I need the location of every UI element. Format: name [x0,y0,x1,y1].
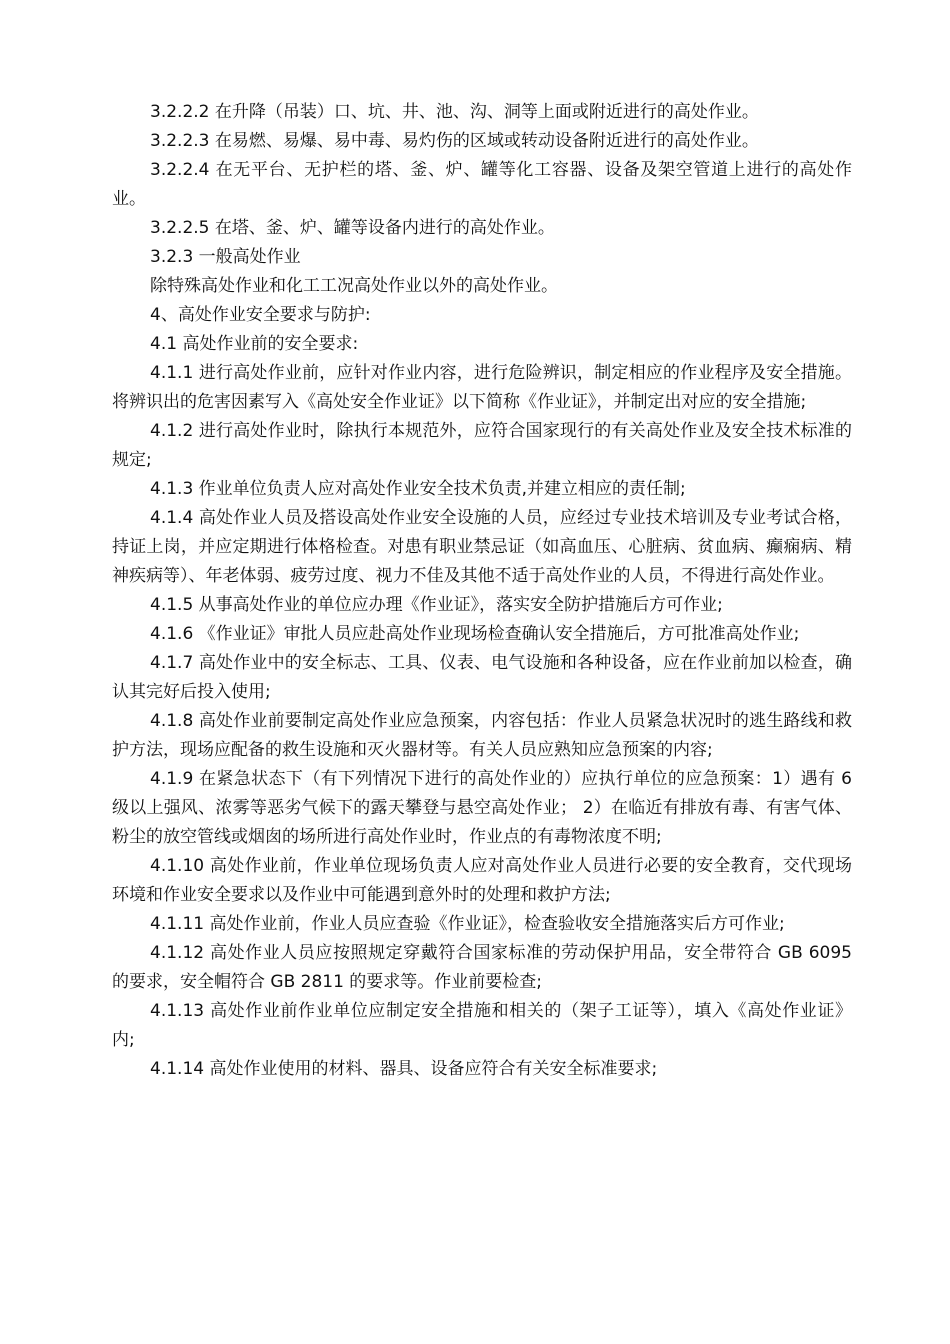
paragraph-4-1-5: 4.1.5 从事高处作业的单位应办理《作业证》，落实安全防护措施后方可作业; [150,595,723,615]
paragraph-4-1-10: 4.1.10 高处作业前，作业单位现场负责人应对高处作业人员进行必要的安全教育，交代现场环境和作业安全要求以及作业中可能遇到意外时的处理和救护方法; [112,856,852,905]
paragraph-4-1-3: 4.1.3 作业单位负责人应对高处作业安全技术负责,并建立相应的责任制; [150,479,686,499]
paragraph-4-1-13: 4.1.13 高处作业前作业单位应制定安全措施和相关的（架子工证等），填入《高处作业证》内; [112,1001,852,1050]
paragraph-4-1-12: 4.1.12 高处作业人员应按照规定穿戴符合国家标准的劳动保护用品，安全带符合 GB 6095 的要求，安全帽符合 GB 2811 的要求等。作业前要检查; [112,943,852,992]
heading-3-2-3: 3.2.3 一般高处作业 [150,247,301,267]
paragraph-4-1-9: 4.1.9 在紧急状态下（有下列情况下进行的高处作业的）应执行单位的应急预案：1）遇有 6 级以上强风、浓雾等恶劣气候下的露天攀登与悬空高处作业； 2）在临近有排放有毒、有害气体、粉尘的放空管线或烟囱的场所进行高处作业时，作业点的有毒物浓度不明; [112,769,852,847]
paragraph-3-2-2-2: 3.2.2.2 在升降（吊装）口、坑、井、池、沟、洞等上面或附近进行的高处作业。 [150,102,759,122]
document-page [112,98,852,1084]
paragraph-4-1-7: 4.1.7 高处作业中的安全标志、工具、仪表、电气设施和各种设备，应在作业前加以检查，确认其完好后投入使用; [112,653,852,702]
paragraph-4-1-11: 4.1.11 高处作业前，作业人员应查验《作业证》，检查验收安全措施落实后方可作业; [150,914,785,934]
paragraph-general-work: 除特殊高处作业和化工工况高处作业以外的高处作业。 [150,276,558,296]
paragraph-3-2-2-3: 3.2.2.3 在易燃、易爆、易中毒、易灼伤的区域或转动设备附近进行的高处作业。 [150,131,759,151]
heading-section-4: 4、高处作业安全要求与防护: [150,305,371,325]
paragraph-4-1-14: 4.1.14 高处作业使用的材料、器具、设备应符合有关安全标准要求; [150,1059,658,1079]
paragraph-3-2-2-4: 3.2.2.4 在无平台、无护栏的塔、釜、炉、罐等化工容器、设备及架空管道上进行的高处作业。 [112,160,852,209]
paragraph-4-1-2: 4.1.2 进行高处作业时，除执行本规范外，应符合国家现行的有关高处作业及安全技术标准的规定; [112,421,852,470]
paragraph-4-1-1: 4.1.1 进行高处作业前，应针对作业内容，进行危险辨识，制定相应的作业程序及安全措施。将辨识出的危害因素写入《高处安全作业证》以下简称《作业证》，并制定出对应的安全措施; [112,363,852,412]
paragraph-4-1-4: 4.1.4 高处作业人员及搭设高处作业安全设施的人员，应经过专业技术培训及专业考试合格，持证上岗，并应定期进行体格检查。对患有职业禁忌证（如高血压、心脏病、贫血病、癫痫病、精神疾病等）、年老体弱、疲劳过度、视力不佳及其他不适于高处作业的人员，不得进行高处作业。 [112,508,852,586]
heading-4-1: 4.1 高处作业前的安全要求: [150,334,359,354]
paragraph-4-1-8: 4.1.8 高处作业前要制定高处作业应急预案，内容包括：作业人员紧急状况时的逃生路线和救护方法，现场应配备的救生设施和灭火器材等。有关人员应熟知应急预案的内容; [112,711,852,760]
paragraph-4-1-6: 4.1.6 《作业证》审批人员应赴高处作业现场检查确认安全措施后，方可批准高处作业; [150,624,800,644]
paragraph-3-2-2-5: 3.2.2.5 在塔、釜、炉、罐等设备内进行的高处作业。 [150,218,555,238]
